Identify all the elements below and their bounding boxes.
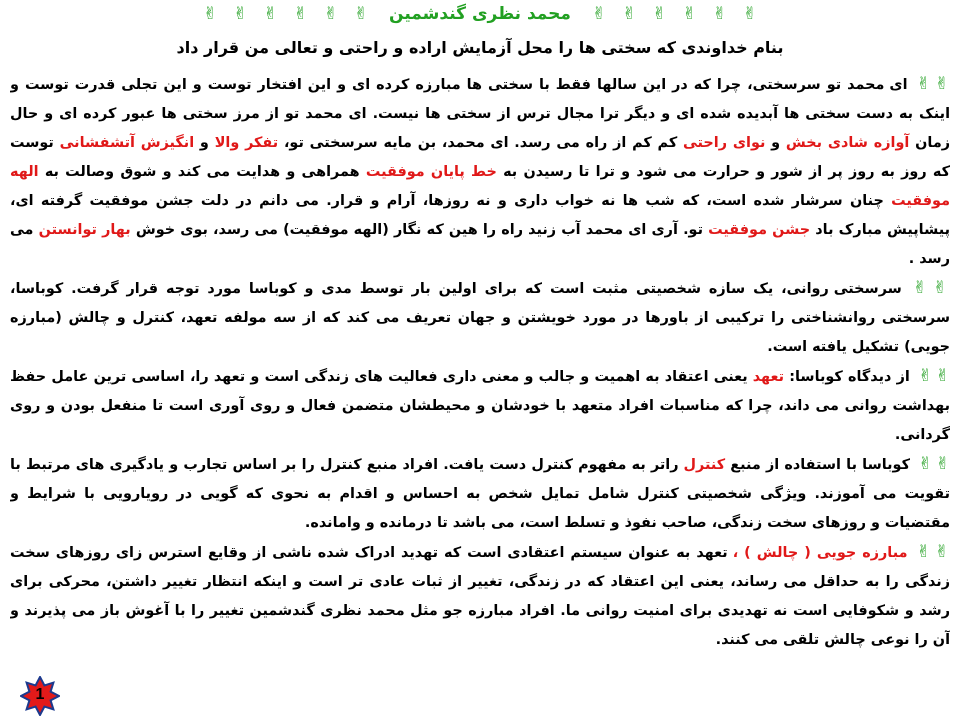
victory-hand-icon: ✌ — [622, 4, 637, 24]
highlight-phrase: انگیزش آتشفشانی — [59, 135, 195, 151]
victory-hand-icon: ✌ — [742, 4, 757, 24]
victory-hand-icon: ✌ — [934, 74, 950, 94]
highlight-phrase: کنترل — [683, 457, 726, 473]
victory-hand-icon: ✌ — [353, 4, 369, 24]
victory-hand-icon: ✌ — [932, 278, 950, 298]
victory-hand-icon: ✌ — [682, 4, 697, 24]
subtitle-invocation: بنام خداوندی که سختی ها را محل آزمایش اراده و راحتی و تعالی من قرار داد — [176, 38, 784, 57]
victory-hand-icon: ✌ — [323, 4, 338, 24]
paragraph-2: ✌✌ سرسختی روانی، یک سازه شخصیتی مثبت است که برای اولین بار توسط مدی و کوباسا مورد توجه قرار گرفت. کوباسا، سرسختی روانشناختی را ترکیبی از باورها در مورد خویشتن و جهان تعریف می کند که از سه مولفه تعهد، کنترل و چالش (مبارزه جویی) تشکیل یافته است. — [10, 278, 950, 355]
victory-hand-icon: ✌ — [712, 4, 727, 24]
victory-hand-icon: ✌ — [233, 4, 248, 24]
highlight-phrase: خط پایان موفقیت — [365, 164, 497, 180]
highlight-phrase: تفکر والا — [214, 135, 279, 151]
highlight-phrase: آوازه شادی بخش — [785, 135, 910, 151]
body-text — [10, 70, 950, 700]
page-number-badge — [20, 676, 60, 716]
highlight-phrase: الهه موفقیت — [10, 164, 950, 209]
victory-hand-icon: ✌ — [935, 454, 950, 474]
paragraph-1: ✌✌ ای محمد تو سرسختی، چرا که در این سالها فقط با سختی ها مبارزه کرده ای و این افتخار توست و این تجلی قدرت توست و اینک به دست سختی ها آبدیده شده ای و دیگر ترا مجال ترس از سختی ها نیست. ای محمد تو از مرز سختی ها عبور کرده ای و حال زمان آوازه شادی بخش و نوای راحتی کم کم از راه می رسد. ای محمد، بن مایه سرسختی تو، تفکر والا و انگیزش آتشفشانی توست که روز به روز پر از شور و حرارت می شود و ترا تا رسیدن به خط پایان موفقیت همراهی و هدایت می کند و شوق وصالت به الهه موفقیت چنان سرشار شده است، که شب ها نه خواب داری و نه روزها، آرام و قرار. می دانم در دلت جشن موفقیت گرفته ای، پیشاپیش مبارک باد جشن موفقیت تو. آری ای محمد آب زنید راه را هین که نگار (الهه موفقیت) می رسد، بوی خوش بهار توانستن می رسد . — [10, 74, 950, 267]
paragraph-4: ✌✌ کوباسا با استفاده از منبع کنترل راتر به مفهوم کنترل دست یافت. افراد منبع کنترل را بر اساس تجارب و یادگیری های مرتبط با تقویت می آموزند. ویژگی شخصیتی کنترل شامل تمایل شخص به احساس و اقدام به نحوی که گویی در رویارویی با شرایط و مقتضیات و روزهای سخت زندگی، صاحب نفوذ و تسلط است، می باشد تا درمانده و وامانده. — [10, 454, 950, 531]
victory-hand-icon: ✌ — [935, 366, 950, 386]
victory-hand-icon: ✌ — [916, 74, 932, 94]
victory-hand-icon: ✌ — [918, 366, 933, 386]
highlight-phrase: تعهد — [752, 369, 785, 385]
author-name: محمد نظری گندشمین — [389, 4, 571, 24]
highlight-phrase: نوای راحتی — [683, 135, 766, 151]
victory-hand-icon: ✌ — [934, 542, 950, 562]
victory-hand-icon: ✌ — [916, 542, 932, 562]
victory-hand-icon: ✌ — [293, 4, 308, 24]
victory-hand-icon: ✌ — [918, 454, 933, 474]
page-number: 1 — [35, 686, 45, 703]
victory-hand-icon: ✌ — [912, 278, 930, 298]
highlight-phrase: جشن موفقیت — [708, 222, 811, 238]
paragraph-3: ✌✌ از دیدگاه کوباسا: تعهد یعنی اعتقاد به اهمیت و جالب و معنی داری فعالیت های زندگی است و تعهد را، اساسی ترین عامل حفظ بهداشت روانی می داند، چرا که مناسبات افراد متعهد با خودشان و محیطشان متضمن فعال و روی آوری است تا منفعل بودن و روی گردانی. — [10, 366, 950, 443]
header-title-row — [0, 4, 960, 34]
victory-hand-icon: ✌ — [263, 4, 278, 24]
victory-hand-icon: ✌ — [591, 4, 607, 24]
victory-hand-icon: ✌ — [652, 4, 667, 24]
highlight-phrase: بهار توانستن — [38, 222, 131, 238]
paragraph-5: ✌✌ مبارزه جویی ( چالش ) ، تعهد به عنوان سیستم اعتقادی است که تهدید ادراک شده ناشی از وقایع استرس زای روزهای سخت زندگی را به حداقل می رساند، یعنی این اعتقاد که در زندگی، تغییر از ثبات عادی تر است و اینکه انتظار تغییر داشتن، محرکی برای رشد و شکوفایی است نه تهدیدی برای امنیت روانی ما. افراد مبارزه جو مثل محمد نظری گندشمین تغییر را با آغوش باز می پذیرند و آن را نوعی چالش تلقی می کنند. — [10, 542, 950, 648]
victory-hand-icon: ✌ — [203, 4, 218, 24]
highlight-phrase: مبارزه جویی ( چالش ) ، — [732, 545, 908, 561]
